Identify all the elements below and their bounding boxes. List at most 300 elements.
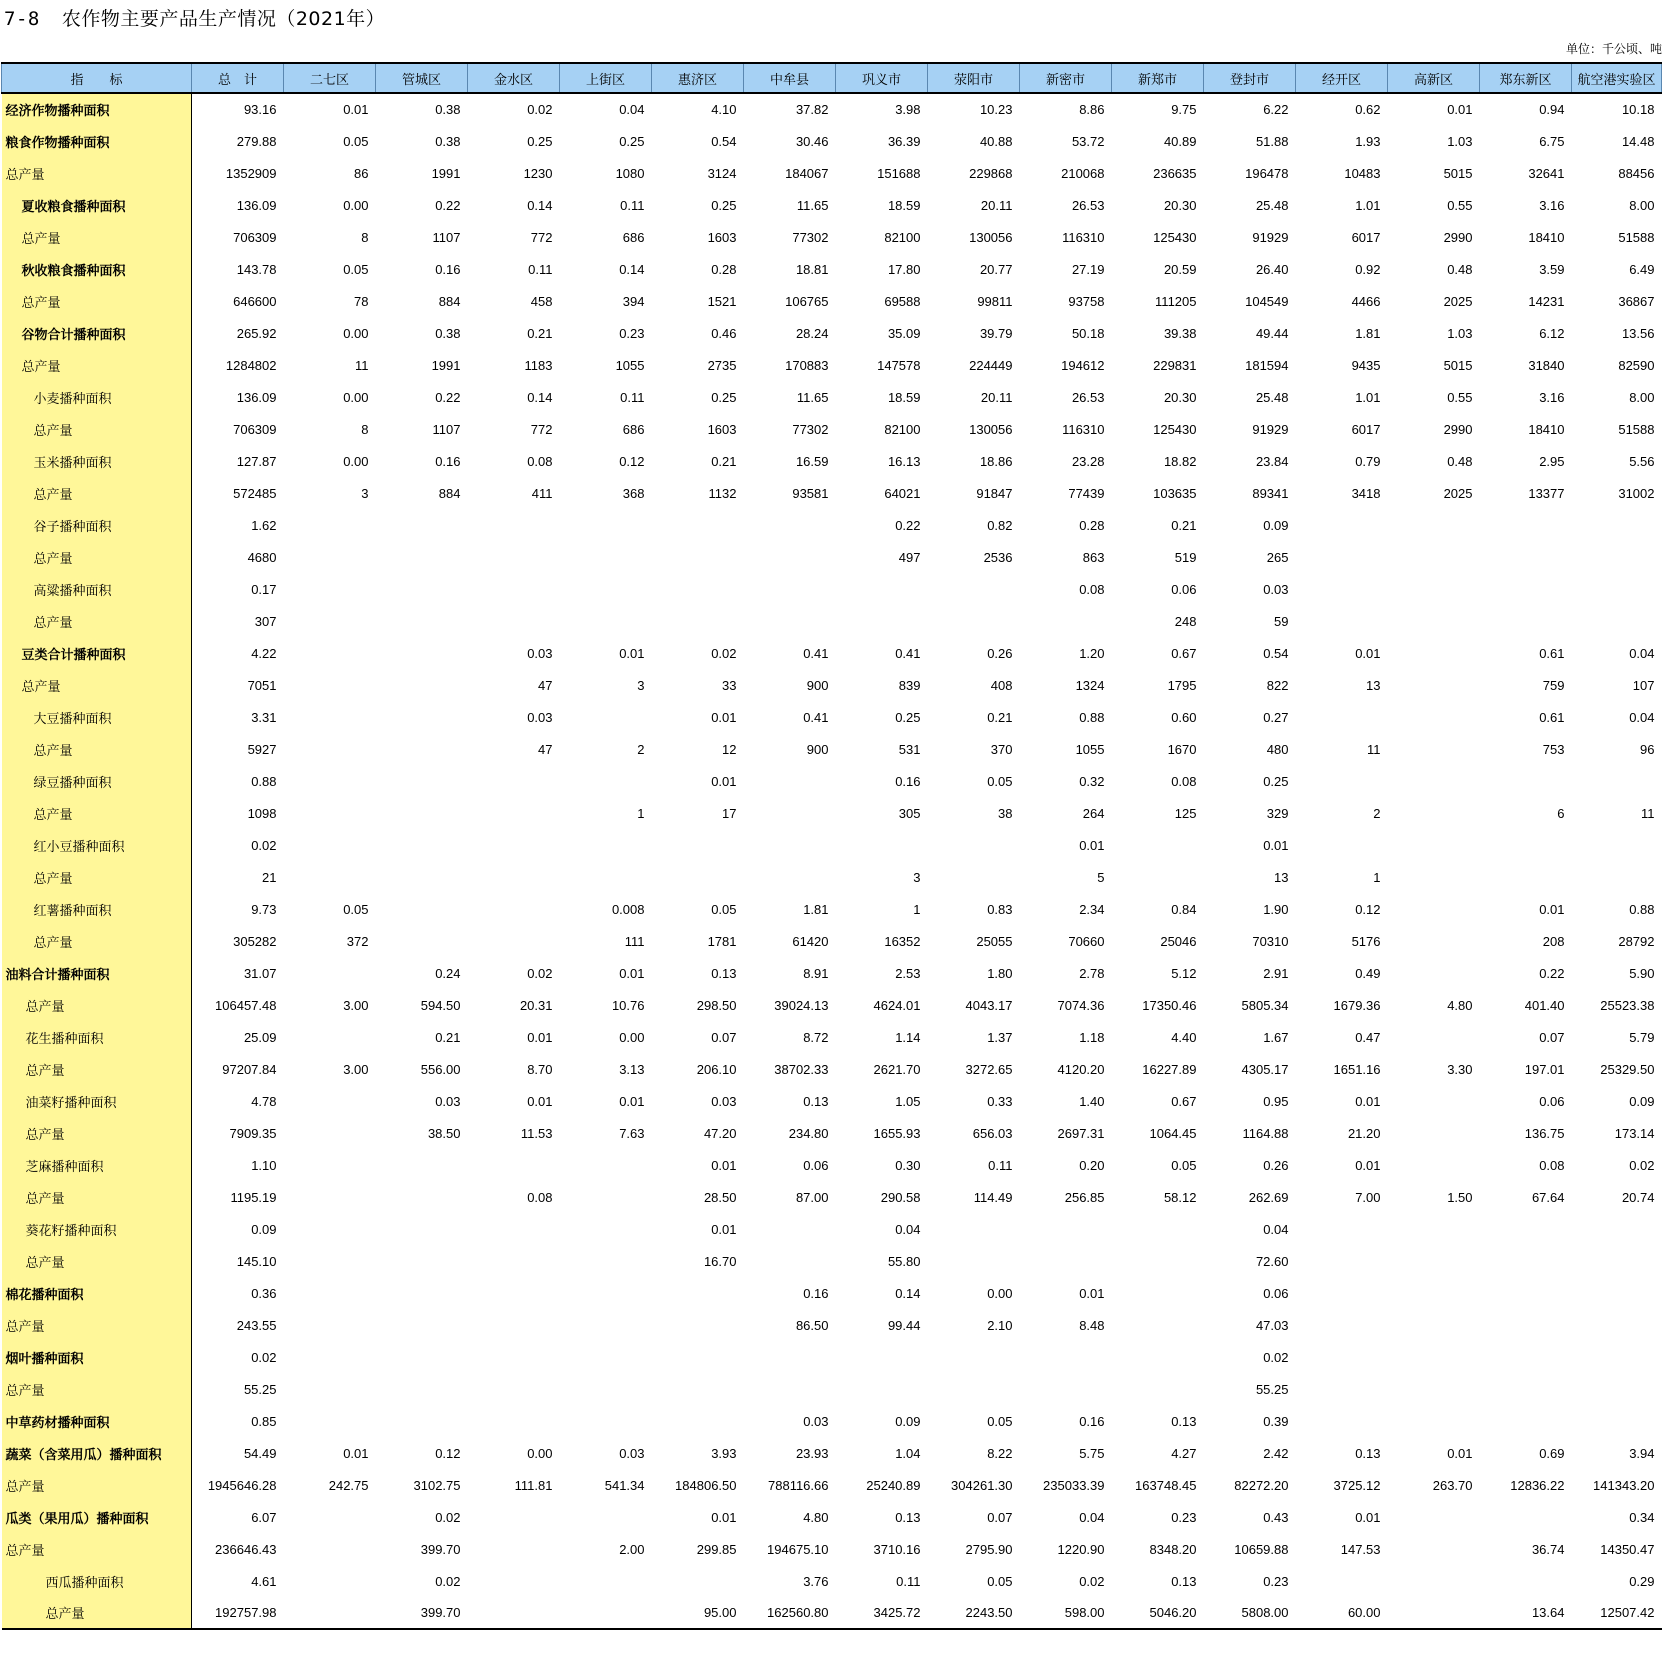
table-cell: 4.40 — [1171, 1029, 1197, 1045]
table-cell: 0.01 — [343, 1445, 369, 1461]
table-cell — [376, 541, 468, 573]
table-cell: 5015 — [1443, 165, 1473, 181]
table-cell: 1230 — [523, 165, 553, 181]
table-cell — [652, 1373, 744, 1405]
table-cell: 307 — [254, 613, 277, 629]
table-cell — [284, 1533, 376, 1565]
table-cell — [468, 765, 560, 797]
table-cell: 0.88 — [1079, 709, 1105, 725]
table-cell: 2990 — [1443, 421, 1473, 437]
table-cell — [1480, 861, 1572, 893]
table-cell: 51588 — [1618, 421, 1655, 437]
row-label: 豆类合计播种面积 — [2, 637, 192, 669]
table-cell — [928, 1373, 1020, 1405]
table-cell: 0.01 — [1355, 1509, 1381, 1525]
row-label: 花生播种面积 — [2, 1021, 192, 1053]
table-cell: 0.21 — [527, 325, 553, 341]
table-cell — [284, 701, 376, 733]
table-cell: 0.79 — [1355, 453, 1381, 469]
table-cell: 130056 — [969, 229, 1013, 245]
table-cell — [1388, 669, 1480, 701]
table-cell — [284, 1277, 376, 1309]
table-cell — [560, 765, 652, 797]
table-cell: 6.75 — [1539, 133, 1565, 149]
table-cell: 0.03 — [1263, 581, 1289, 597]
table-cell: 82590 — [1618, 357, 1655, 373]
table-cell: 93758 — [1068, 293, 1105, 309]
table-cell — [652, 829, 744, 861]
table-cell: 91929 — [1252, 229, 1289, 245]
table-cell: 900 — [806, 677, 829, 693]
table-cell: 2 — [637, 741, 645, 757]
table-cell: 67.64 — [1531, 1189, 1565, 1205]
table-cell: 104549 — [1245, 293, 1289, 309]
table-cell — [1112, 1213, 1204, 1245]
table-cell: 0.22 — [895, 517, 921, 533]
table-cell: 20.11 — [980, 389, 1013, 405]
table-cell: 0.01 — [1355, 1157, 1381, 1173]
table-cell: 10483 — [1344, 165, 1381, 181]
row-label: 红薯播种面积 — [2, 893, 192, 925]
table-cell: 0.08 — [527, 1189, 553, 1205]
table-cell: 0.26 — [1263, 1157, 1289, 1173]
table-cell: 11.65 — [796, 197, 829, 213]
table-row — [2, 285, 1662, 317]
table-cell: 305282 — [233, 933, 277, 949]
table-cell: 7.63 — [619, 1125, 645, 1141]
table-cell: 0.05 — [987, 1413, 1013, 1429]
table-cell: 9.73 — [251, 901, 277, 917]
table-cell — [468, 1597, 560, 1629]
table-cell: 1795 — [1167, 677, 1197, 693]
table-cell: 196478 — [1245, 165, 1289, 181]
table-cell — [1388, 1117, 1480, 1149]
table-row — [2, 221, 1662, 253]
table-cell: 229831 — [1153, 357, 1197, 373]
table-cell — [284, 733, 376, 765]
table-cell: 0.00 — [343, 453, 369, 469]
table-cell: 0.05 — [343, 261, 369, 277]
table-cell — [376, 733, 468, 765]
table-cell — [560, 573, 652, 605]
table-header — [2, 63, 1662, 93]
table-cell: 77439 — [1068, 485, 1105, 501]
table-cell: 13 — [1366, 677, 1381, 693]
table-cell: 82272.20 — [1234, 1477, 1289, 1493]
table-cell: 0.61 — [1539, 709, 1565, 725]
table-cell: 4.78 — [251, 1093, 277, 1109]
table-code: 7-8 — [4, 8, 40, 30]
row-label: 总产量 — [2, 1245, 192, 1277]
table-cell — [836, 1373, 928, 1405]
table-cell — [1572, 541, 1662, 573]
table-cell: 0.55 — [1447, 389, 1473, 405]
table-cell: 2.10 — [987, 1317, 1013, 1333]
table-cell: 145.10 — [236, 1253, 277, 1269]
table-row — [2, 669, 1662, 701]
table-cell — [652, 1277, 744, 1309]
table-cell: 686 — [622, 421, 645, 437]
table-cell: 18.81 — [795, 261, 829, 277]
column-header: 惠济区 — [652, 63, 744, 93]
table-cell — [1388, 925, 1480, 957]
table-cell: 0.00 — [343, 325, 369, 341]
row-label: 谷子播种面积 — [2, 509, 192, 541]
header-row — [2, 63, 1662, 93]
table-cell — [376, 1341, 468, 1373]
table-cell: 4120.20 — [1057, 1061, 1105, 1077]
table-cell: 0.03 — [803, 1413, 829, 1429]
table-body — [2, 93, 1662, 1629]
table-cell: 26.53 — [1071, 197, 1105, 213]
table-cell: 30.46 — [795, 133, 829, 149]
table-cell: 5.75 — [1079, 1445, 1105, 1461]
table-row — [2, 157, 1662, 189]
table-cell: 55.25 — [243, 1381, 277, 1397]
table-cell: 0.12 — [619, 453, 645, 469]
table-cell: 0.13 — [711, 965, 737, 981]
table-cell: 6.22 — [1263, 102, 1289, 117]
table-cell: 2.00 — [619, 1541, 645, 1557]
table-cell: 3.93 — [711, 1445, 737, 1461]
table-cell — [1388, 1245, 1480, 1277]
table-cell: 0.01 — [711, 709, 737, 725]
table-cell — [468, 829, 560, 861]
column-header: 郑东新区 — [1480, 63, 1572, 93]
table-cell — [560, 861, 652, 893]
table-cell: 5808.00 — [1204, 1597, 1296, 1629]
table-cell: 0.05 — [343, 133, 369, 149]
table-cell: 69588 — [884, 293, 921, 309]
table-cell: 1945646.28 — [207, 1477, 277, 1493]
table-cell: 184806.50 — [675, 1477, 737, 1493]
table-cell: 0.06 — [1539, 1093, 1565, 1109]
table-row — [2, 1405, 1662, 1437]
table-cell: 1991 — [431, 165, 461, 181]
table-cell: 290.58 — [880, 1189, 921, 1205]
table-row — [2, 1085, 1662, 1117]
table-cell: 0.01 — [527, 1029, 553, 1045]
table-cell — [468, 1309, 560, 1341]
table-cell — [284, 573, 376, 605]
table-cell: 0.09 — [251, 1221, 277, 1237]
table-cell: 399.70 — [420, 1541, 461, 1557]
table-row — [2, 1181, 1662, 1213]
table-cell: 173.14 — [1614, 1125, 1655, 1141]
table-cell — [1388, 733, 1480, 765]
table-cell: 106457.48 — [215, 997, 277, 1013]
column-header: 巩义市 — [836, 63, 928, 93]
table-cell: 1521 — [707, 293, 737, 309]
column-header: 新郑市 — [1112, 63, 1204, 93]
table-cell: 1.37 — [987, 1029, 1013, 1045]
table-cell: 304261.30 — [951, 1477, 1013, 1493]
table-cell: 0.39 — [1263, 1413, 1289, 1429]
table-cell: 0.09 — [1629, 1093, 1655, 1109]
table-cell — [1388, 573, 1480, 605]
table-cell: 5 — [1097, 869, 1105, 885]
table-cell — [284, 1117, 376, 1149]
table-cell — [560, 1181, 652, 1213]
table-cell: 822 — [1266, 677, 1289, 693]
table-cell: 0.22 — [435, 389, 461, 405]
table-cell — [1388, 1533, 1480, 1565]
table-cell — [1112, 861, 1204, 893]
table-cell: 0.34 — [1629, 1509, 1655, 1525]
table-cell: 7051 — [247, 677, 277, 693]
row-label: 棉花播种面积 — [2, 1277, 192, 1309]
table-cell: 25055 — [976, 933, 1013, 949]
table-cell: 1.81 — [803, 901, 829, 917]
table-cell: 12836.22 — [1510, 1477, 1565, 1493]
table-cell — [1388, 893, 1480, 925]
table-cell: 0.14 — [619, 261, 645, 277]
table-cell: 25.09 — [243, 1029, 277, 1045]
table-cell: 1098 — [247, 805, 277, 821]
table-cell: 0.23 — [1263, 1573, 1289, 1589]
table-cell: 4.80 — [803, 1509, 829, 1525]
table-row — [2, 317, 1662, 349]
table-cell: 31.07 — [243, 965, 277, 981]
table-row — [2, 701, 1662, 733]
table-cell: 0.05 — [1171, 1157, 1197, 1173]
table-cell: 3725.12 — [1333, 1477, 1381, 1493]
row-label: 总产量 — [2, 221, 192, 253]
table-cell: 0.04 — [1629, 645, 1655, 661]
table-row — [2, 893, 1662, 925]
table-cell: 87.00 — [795, 1189, 829, 1205]
table-cell: 2243.50 — [928, 1597, 1020, 1629]
table-cell: 136.09 — [236, 389, 277, 405]
table-cell: 25.48 — [1255, 389, 1289, 405]
table-cell: 107 — [1632, 677, 1655, 693]
table-cell — [376, 573, 468, 605]
table-cell: 0.05 — [711, 901, 737, 917]
table-row — [2, 1501, 1662, 1533]
table-cell — [1572, 1405, 1662, 1437]
table-row — [2, 1469, 1662, 1501]
table-cell: 1.14 — [895, 1029, 921, 1045]
table-cell — [1296, 1405, 1388, 1437]
table-cell: 99811 — [977, 293, 1013, 309]
table-cell: 12507.42 — [1572, 1597, 1662, 1629]
row-label: 总产量 — [2, 1373, 192, 1405]
table-cell: 141343.20 — [1593, 1477, 1655, 1493]
table-cell: 116310 — [1062, 229, 1105, 245]
table-cell: 0.95 — [1263, 1093, 1289, 1109]
table-cell: 5.56 — [1629, 453, 1655, 469]
table-title: 农作物主要产品生产情况（2021年） — [61, 8, 386, 30]
table-cell — [652, 1309, 744, 1341]
table-cell — [652, 509, 744, 541]
table-cell: 53.72 — [1071, 133, 1105, 149]
table-cell: 4.10 — [711, 102, 737, 117]
table-cell — [1480, 1309, 1572, 1341]
table-cell: 0.11 — [528, 261, 553, 277]
table-cell: 86.50 — [795, 1317, 829, 1333]
table-cell: 26.40 — [1255, 261, 1289, 277]
table-cell: 8348.20 — [1149, 1541, 1197, 1557]
table-cell: 106765 — [785, 293, 829, 309]
table-cell: 0.67 — [1171, 1093, 1197, 1109]
table-cell: 32641 — [1528, 165, 1565, 181]
table-cell — [652, 605, 744, 637]
table-cell — [1480, 765, 1572, 797]
column-header-indicator: 指 标 — [2, 63, 192, 93]
table-cell — [1296, 1341, 1388, 1373]
table-cell — [376, 605, 468, 637]
row-label: 总产量 — [2, 477, 192, 509]
table-cell: 99.44 — [887, 1317, 921, 1333]
table-cell: 0.02 — [435, 1509, 461, 1525]
table-row — [2, 349, 1662, 381]
table-cell: 18410 — [1528, 229, 1565, 245]
table-cell: 1.20 — [1079, 645, 1105, 661]
table-cell: 0.14 — [527, 389, 553, 405]
table-cell: 8.00 — [1629, 197, 1655, 213]
table-cell: 1164.88 — [1242, 1125, 1289, 1141]
table-cell: 706309 — [233, 229, 277, 245]
table-cell — [468, 1565, 560, 1597]
table-cell: 0.07 — [1539, 1029, 1565, 1045]
table-cell: 0.11 — [988, 1157, 1013, 1173]
table-cell: 114.49 — [973, 1189, 1013, 1205]
table-row — [2, 1341, 1662, 1373]
table-cell: 1107 — [432, 229, 461, 245]
column-header: 新密市 — [1020, 63, 1112, 93]
table-cell: 16352 — [884, 933, 921, 949]
table-cell — [1388, 765, 1480, 797]
table-cell: 4.61 — [251, 1573, 277, 1589]
table-cell: 265.92 — [236, 325, 277, 341]
table-cell: 78 — [354, 293, 369, 309]
table-cell — [468, 541, 560, 573]
table-cell: 28.24 — [795, 325, 829, 341]
table-cell — [1296, 1277, 1388, 1309]
table-cell: 39.79 — [979, 325, 1013, 341]
column-header: 管城区 — [376, 63, 468, 93]
table-cell: 235033.39 — [1043, 1477, 1105, 1493]
table-cell: 20.31 — [519, 997, 553, 1013]
table-cell: 0.25 — [1263, 773, 1289, 789]
table-cell — [1112, 1341, 1204, 1373]
table-cell: 38.50 — [427, 1125, 461, 1141]
table-cell: 556.00 — [420, 1061, 461, 1077]
table-cell: 0.07 — [987, 1509, 1013, 1525]
table-cell — [376, 1149, 468, 1181]
table-cell: 2536 — [983, 549, 1013, 565]
table-cell: 0.36 — [251, 1285, 277, 1301]
table-cell: 229868 — [969, 165, 1013, 181]
table-cell — [1388, 1565, 1480, 1597]
table-cell: 7074.36 — [1057, 997, 1105, 1013]
table-cell — [1388, 1149, 1480, 1181]
table-cell — [376, 1213, 468, 1245]
table-cell: 13.56 — [1621, 325, 1655, 341]
table-cell: 1055 — [1075, 741, 1105, 757]
table-cell: 8.22 — [987, 1445, 1013, 1461]
table-cell: 1132 — [708, 485, 737, 501]
table-cell: 3.00 — [343, 1061, 369, 1077]
column-header: 中牟县 — [744, 63, 836, 93]
table-cell: 234.80 — [788, 1125, 829, 1141]
table-cell: 0.41 — [803, 709, 829, 725]
table-cell: 0.01 — [711, 773, 737, 789]
table-cell: 0.01 — [619, 965, 645, 981]
table-cell: 206.10 — [696, 1061, 737, 1077]
column-header: 金水区 — [468, 63, 560, 93]
table-cell — [1296, 1213, 1388, 1245]
table-cell: 197.01 — [1524, 1061, 1565, 1077]
table-cell: 1.93 — [1355, 133, 1381, 149]
table-cell — [1388, 701, 1480, 733]
table-cell: 0.11 — [620, 389, 645, 405]
table-cell: 3 — [361, 485, 369, 501]
table-cell — [468, 1533, 560, 1565]
table-row — [2, 509, 1662, 541]
table-cell — [376, 893, 468, 925]
table-cell — [284, 1597, 376, 1629]
table-cell — [284, 797, 376, 829]
table-cell: 16.70 — [703, 1253, 737, 1269]
table-cell: 0.83 — [987, 901, 1013, 917]
table-row — [2, 1437, 1662, 1469]
table-cell: 59 — [1274, 613, 1289, 629]
table-cell: 2990 — [1443, 229, 1473, 245]
table-cell: 23.93 — [795, 1445, 829, 1461]
table-cell — [560, 1213, 652, 1245]
column-header: 总 计 — [192, 63, 284, 93]
table-cell: 0.07 — [711, 1029, 737, 1045]
table-cell: 4.22 — [251, 645, 277, 661]
table-cell: 0.28 — [1079, 517, 1105, 533]
table-cell: 0.20 — [1079, 1157, 1105, 1173]
table-cell: 256.85 — [1064, 1189, 1105, 1205]
table-cell: 5.79 — [1629, 1029, 1655, 1045]
table-cell: 759 — [1542, 677, 1565, 693]
table-cell: 20.59 — [1163, 261, 1197, 277]
table-cell — [560, 1149, 652, 1181]
table-cell: 36.74 — [1531, 1541, 1565, 1557]
table-cell — [1296, 701, 1388, 733]
row-label: 总产量 — [2, 861, 192, 893]
table-cell — [1112, 1277, 1204, 1309]
table-cell: 305 — [898, 805, 921, 821]
row-label: 总产量 — [2, 989, 192, 1021]
table-cell: 1670 — [1167, 741, 1197, 757]
table-cell: 0.01 — [711, 1157, 737, 1173]
table-cell — [652, 573, 744, 605]
table-cell: 0.01 — [1539, 901, 1565, 917]
table-cell: 111.81 — [514, 1477, 553, 1493]
table-cell: 2.95 — [1539, 453, 1565, 469]
table-cell — [468, 509, 560, 541]
table-cell: 125430 — [1153, 229, 1197, 245]
table-cell: 884 — [438, 293, 461, 309]
row-label: 大豆播种面积 — [2, 701, 192, 733]
table-cell: 1.01 — [1355, 197, 1381, 213]
table-cell — [1388, 605, 1480, 637]
table-cell — [560, 541, 652, 573]
table-cell: 1603 — [707, 229, 737, 245]
table-cell: 25329.50 — [1600, 1061, 1655, 1077]
table-cell — [468, 1341, 560, 1373]
table-cell — [468, 893, 560, 925]
table-cell: 519 — [1174, 549, 1197, 565]
table-cell: 0.09 — [1263, 517, 1289, 533]
row-label: 总产量 — [2, 605, 192, 637]
table-cell — [560, 1565, 652, 1597]
